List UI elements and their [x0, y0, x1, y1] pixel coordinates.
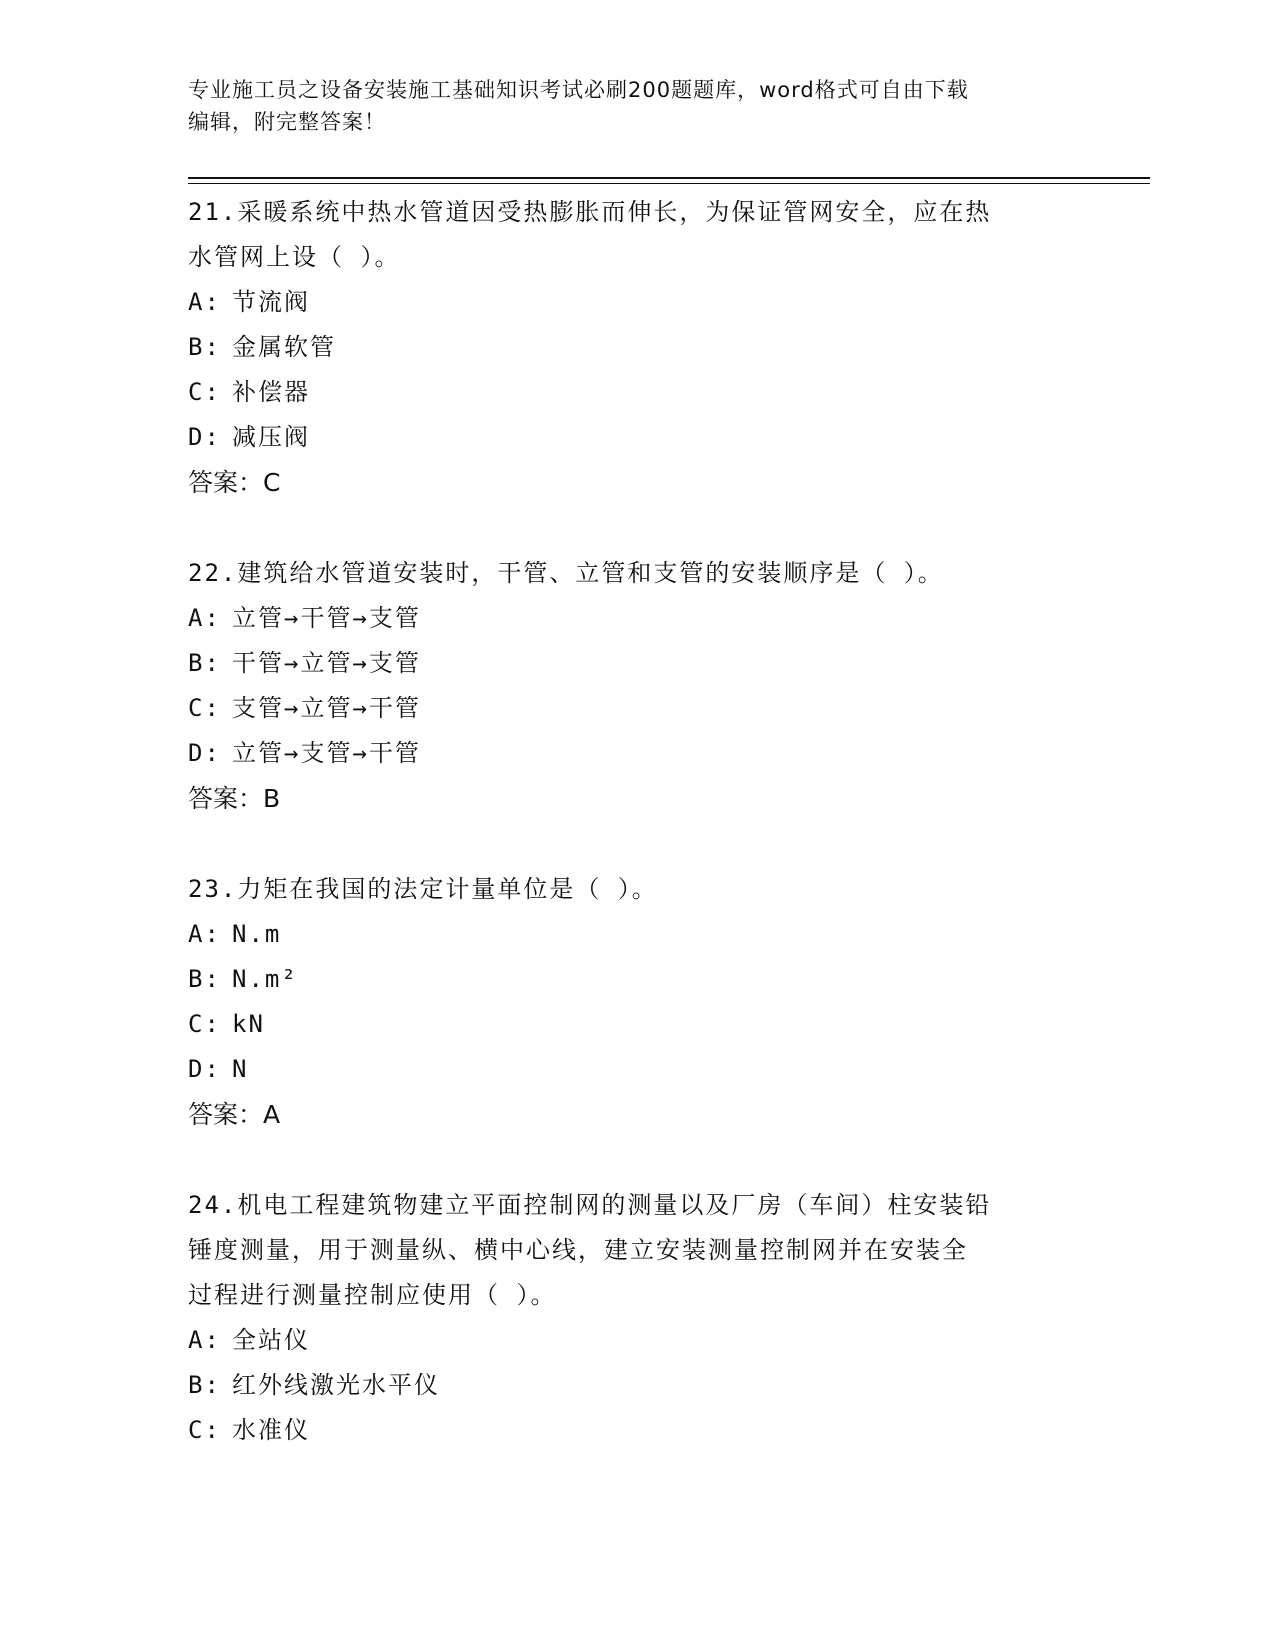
- stem-line: 锤度测量，用于测量纵、横中心线，建立安装测量控制网并在安装全: [188, 1236, 968, 1264]
- question-22: [188, 551, 1088, 821]
- question-stem: [188, 1183, 1088, 1318]
- option-a: [188, 596, 1088, 641]
- option-text: 补偿器: [232, 378, 310, 406]
- stem-line: 水管网上设（ ）。: [188, 243, 401, 271]
- option-text: N.m: [232, 920, 282, 948]
- header-divider-thick: [188, 177, 1150, 179]
- option-letter: A:: [188, 288, 221, 316]
- question-stem: [188, 867, 1088, 912]
- option-text: 红外线激光水平仪: [232, 1371, 440, 1399]
- option-a: [188, 912, 1088, 957]
- option-text: 节流阀: [232, 288, 310, 316]
- option-b: [188, 1363, 1088, 1408]
- option-b: [188, 957, 1088, 1002]
- option-text: 水准仪: [232, 1416, 310, 1444]
- option-letter: B:: [188, 649, 221, 677]
- option-d: [188, 1047, 1088, 1092]
- header-divider-thin: [188, 183, 1150, 184]
- option-letter: C:: [188, 1010, 221, 1038]
- option-c: [188, 370, 1088, 415]
- stem-line: 24.机电工程建筑物建立平面控制网的测量以及厂房（车间）柱安装铅: [188, 1191, 992, 1219]
- option-c: [188, 1408, 1088, 1453]
- option-d: [188, 415, 1088, 460]
- option-b: [188, 641, 1088, 686]
- option-text: 立管→干管→支管: [232, 604, 421, 632]
- stem-line: 过程进行测量控制应使用（ ）。: [188, 1281, 557, 1309]
- option-text: kN: [232, 1010, 265, 1038]
- document-header: [188, 74, 1088, 138]
- option-letter: D:: [188, 423, 221, 451]
- stem-line: 21.采暖系统中热水管道因受热膨胀而伸长，为保证管网安全，应在热: [188, 198, 992, 226]
- question-stem: [188, 190, 1088, 280]
- stem-line: 23.力矩在我国的法定计量单位是（ ）。: [188, 875, 658, 903]
- question-24: [188, 1183, 1088, 1453]
- option-b: [188, 325, 1088, 370]
- option-text: 全站仪: [232, 1326, 310, 1354]
- option-c: [188, 1002, 1088, 1047]
- option-text: 支管→立管→干管: [232, 694, 421, 722]
- option-c: [188, 686, 1088, 731]
- option-letter: A:: [188, 920, 221, 948]
- option-text: N.m²: [232, 965, 298, 993]
- header-line-2: 编辑，附完整答案！: [188, 110, 386, 134]
- option-letter: B:: [188, 965, 221, 993]
- option-text: 干管→立管→支管: [232, 649, 421, 677]
- option-letter: A:: [188, 604, 221, 632]
- option-d: [188, 731, 1088, 776]
- option-letter: C:: [188, 378, 221, 406]
- option-letter: D:: [188, 739, 221, 767]
- answer-line: 答案：C: [188, 468, 281, 497]
- header-line-1: 专业施工员之设备安装施工基础知识考试必刷200题题库，word格式可自由下载: [188, 78, 969, 102]
- question-23: [188, 867, 1088, 1137]
- option-letter: A:: [188, 1326, 221, 1354]
- option-letter: D:: [188, 1055, 221, 1083]
- answer-line: 答案：A: [188, 1100, 281, 1129]
- answer-line: 答案：B: [188, 784, 281, 813]
- stem-line: 22.建筑给水管道安装时，干管、立管和支管的安装顺序是（ ）。: [188, 559, 944, 587]
- question-list: [188, 190, 1088, 1499]
- option-letter: C:: [188, 694, 221, 722]
- option-text: 减压阀: [232, 423, 310, 451]
- option-letter: B:: [188, 333, 221, 361]
- option-letter: C:: [188, 1416, 221, 1444]
- option-text: 金属软管: [232, 333, 336, 361]
- question-stem: [188, 551, 1088, 596]
- option-letter: B:: [188, 1371, 221, 1399]
- question-21: [188, 190, 1088, 505]
- option-text: 立管→支管→干管: [232, 739, 421, 767]
- option-a: [188, 1318, 1088, 1363]
- option-text: N: [232, 1055, 249, 1083]
- option-a: [188, 280, 1088, 325]
